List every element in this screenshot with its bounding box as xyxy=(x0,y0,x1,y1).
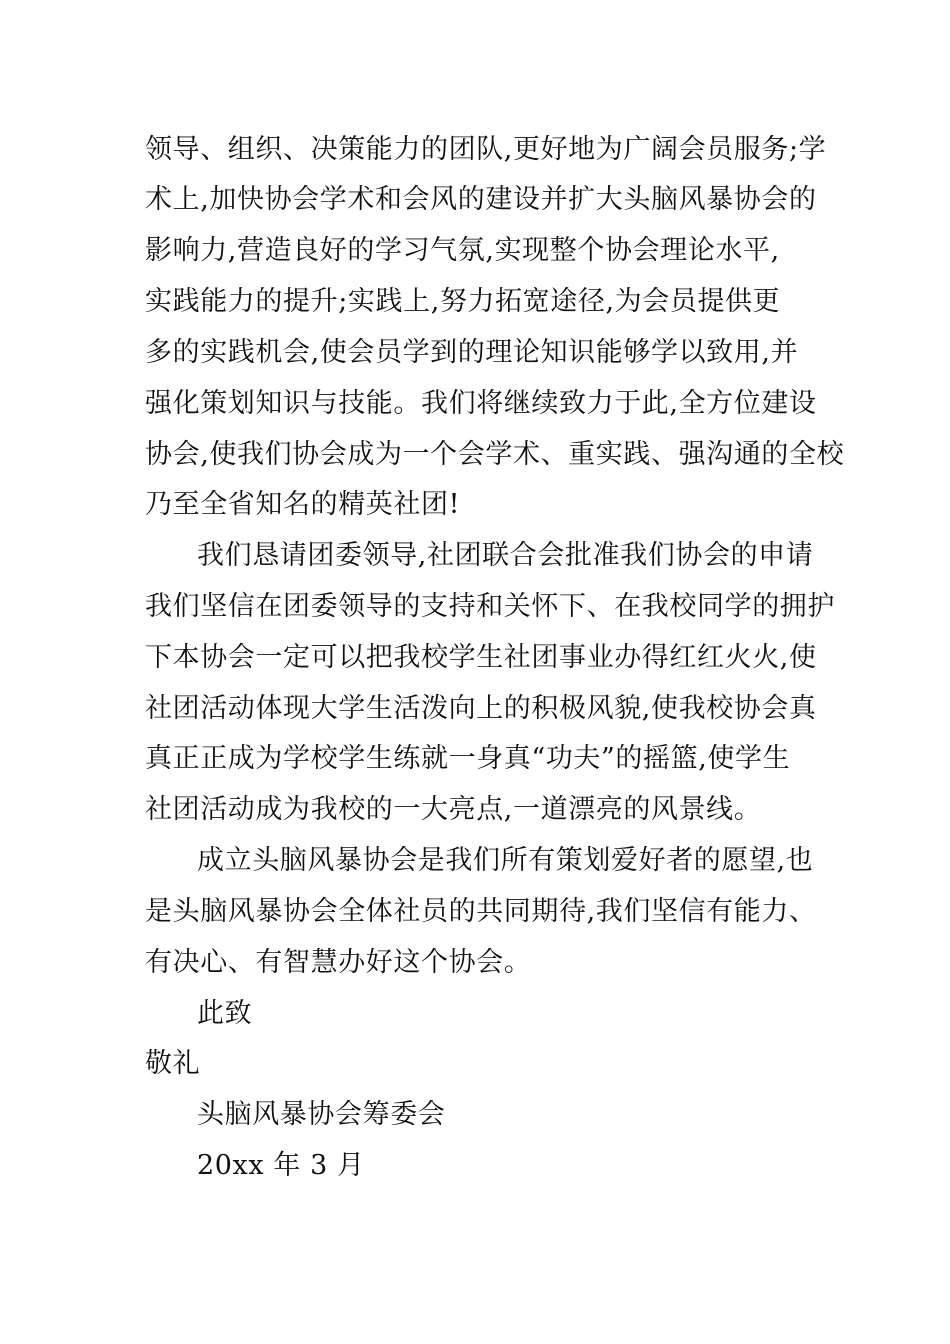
text-line-16: 是头脑风暴协会全体社员的共同期待,我们坚信有能力、 xyxy=(145,896,817,927)
text-line-14: 社团活动成为我校的一大亮点,一道漂亮的风景线。 xyxy=(145,794,762,825)
signature-organization: 头脑风暴协会筹委会 xyxy=(197,1099,446,1130)
text-line-6: 强化策划知识与技能。我们将继续致力于此,全方位建设 xyxy=(145,388,817,419)
text-line-10: 我们坚信在团委领导的支持和关怀下、在我校同学的拥护 xyxy=(145,591,835,622)
closing-regards: 敬礼 xyxy=(145,1048,201,1079)
text-line-15: 成立头脑风暴协会是我们所有策划爱好者的愿望,也 xyxy=(197,845,814,876)
text-line-2: 术上,加快协会学术和会风的建设并扩大头脑风暴协会的 xyxy=(145,184,817,215)
text-line-11: 下本协会一定可以把我校学生社团事业办得红红火火,使 xyxy=(145,642,817,673)
text-line-3: 影响力,营造良好的学习气氛,实现整个协会理论水平, xyxy=(145,235,780,266)
text-line-13: 真正正成为学校学生练就一身真“功夫”的摇篮,使学生 xyxy=(145,743,791,774)
text-line-7: 协会,使我们协会成为一个会学术、重实践、强沟通的全校 xyxy=(145,439,845,470)
text-line-4: 实践能力的提升;实践上,努力拓宽途径,为会员提供更 xyxy=(145,286,781,317)
text-line-5: 多的实践机会,使会员学到的理论知识能够学以致用,并 xyxy=(145,337,799,368)
text-line-12: 社团活动体现大学生活泼向上的积极风貌,使我校协会真 xyxy=(145,693,817,724)
text-line-1: 领导、组织、决策能力的团队,更好地为广阔会员服务;学 xyxy=(145,134,827,165)
text-line-8: 乃至全省知名的精英社团! xyxy=(145,489,461,520)
signature-date: 20xx 年 3 月 xyxy=(197,1150,365,1181)
closing-salutation: 此致 xyxy=(197,998,253,1029)
text-line-9: 我们恳请团委领导,社团联合会批准我们协会的申请 xyxy=(197,540,814,571)
text-line-17: 有决心、有智慧办好这个协会。 xyxy=(145,947,532,978)
